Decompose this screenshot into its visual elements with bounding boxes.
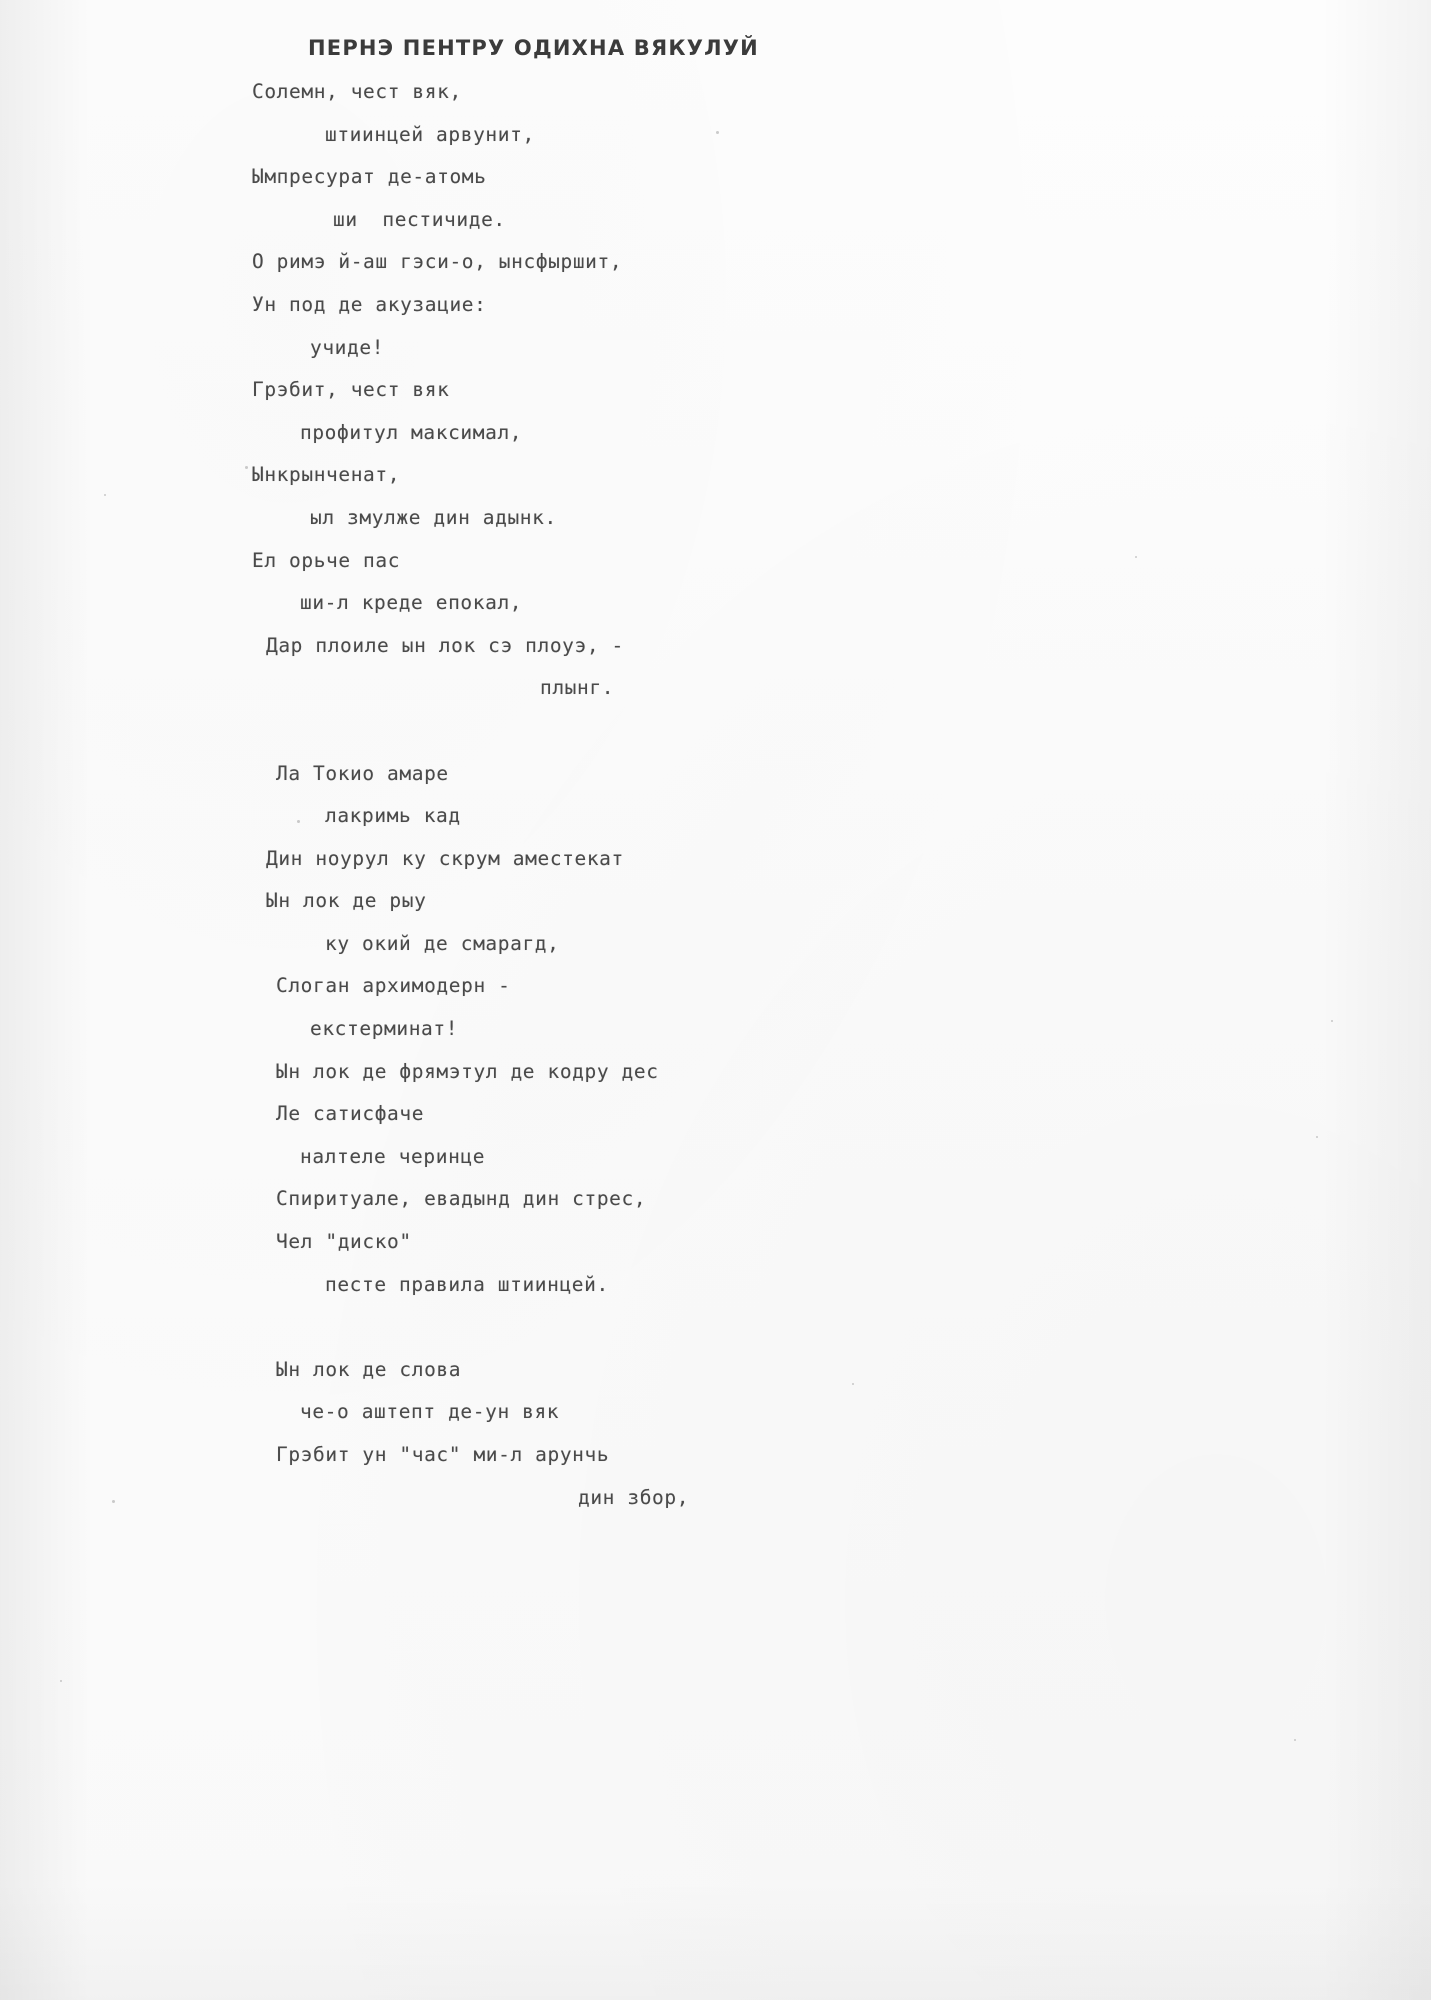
poem-line-text: Грэбит, чест вяк <box>252 378 450 402</box>
poem-line <box>0 1145 1431 1188</box>
poem-line-text: екстерминат! <box>310 1017 459 1041</box>
scan-speck <box>1294 1739 1296 1741</box>
poem-line <box>0 123 1431 166</box>
poem-line <box>0 1443 1431 1486</box>
poem-line <box>0 80 1431 123</box>
poem-line-text: учиде! <box>310 335 385 359</box>
poem-line-text: Чел "диско" <box>276 1230 412 1254</box>
poem-line-text: Ын лок де рыу <box>266 889 427 913</box>
poem-line-text: Ле сатисфаче <box>276 1102 425 1126</box>
page-edge-shadow-bottom <box>0 1880 1431 2000</box>
poem-line-text: лакримь кад <box>325 804 461 828</box>
poem-line <box>0 1102 1431 1145</box>
poem-line <box>0 932 1431 975</box>
poem-line-text: Ла Токио амаре <box>276 761 449 785</box>
poem-line <box>0 463 1431 506</box>
poem-line-text: че-о аштепт де-ун вяк <box>300 1400 560 1424</box>
poem-line <box>0 506 1431 549</box>
poem-line-text: ши-л креде епокал, <box>300 591 523 615</box>
poem-line <box>0 1486 1431 1529</box>
poem-line <box>0 1400 1431 1443</box>
poem-line-text: плынг. <box>540 676 615 700</box>
poem-line <box>0 1230 1431 1273</box>
poem-line <box>0 591 1431 634</box>
poem-line-text: Ел орьче пас <box>252 548 401 572</box>
poem-line <box>0 847 1431 890</box>
poem-line <box>0 719 1431 762</box>
poem-line <box>0 634 1431 677</box>
poem-line-text: Слоган архимодерн - <box>276 974 511 998</box>
poem-line-text: Дар плоиле ын лок сэ плоуэ, - <box>266 633 624 657</box>
poem-line-text: дин збор, <box>578 1485 690 1509</box>
poem-line-text: Ын лок де фрямэтул де кодру дес <box>276 1059 659 1083</box>
poem-line-text: Ынкрынченат, <box>252 463 401 487</box>
poem-line <box>0 378 1431 421</box>
poem-line-text: ши пестичиде. <box>333 207 506 231</box>
poem-line <box>0 804 1431 847</box>
poem-line-text: Ын лок де слова <box>276 1357 462 1381</box>
poem-line <box>0 1315 1431 1358</box>
poem-line-text: ыл змулже дин адынк. <box>310 505 557 529</box>
poem-line <box>0 293 1431 336</box>
poem-line-text: штиинцей арвунит, <box>325 122 535 146</box>
poem-line <box>0 1358 1431 1401</box>
poem-line <box>0 974 1431 1017</box>
poem-line <box>0 549 1431 592</box>
poem-line <box>0 336 1431 379</box>
poem-line <box>0 762 1431 805</box>
scan-speck <box>60 1680 62 1682</box>
poem-line <box>0 1273 1431 1316</box>
poem-line-text: Спиритуале, евадынд дин стрес, <box>276 1187 647 1211</box>
poem-line-text: песте правила штиинцей. <box>325 1272 609 1296</box>
poem-body <box>0 80 1431 1528</box>
poem-line-text: Дин ноурул ку скрум аместекат <box>266 846 624 870</box>
poem-line-text: ку окий де смарагд, <box>325 931 560 955</box>
poem-line <box>0 165 1431 208</box>
poem-line-text: Грэбит ун "час" ми-л арунчь <box>276 1443 610 1466</box>
poem-line-text: Ымпресурат де-атомь <box>252 165 487 189</box>
poem-line <box>0 208 1431 251</box>
poem-line-text: Солемн, чест вяк, <box>252 80 462 103</box>
poem-line <box>0 676 1431 719</box>
poem-line <box>0 250 1431 293</box>
poem-line <box>0 1060 1431 1103</box>
document-title: ПЕРНЭ ПЕНТРУ ОДИХНА ВЯКУЛУЙ <box>308 36 759 60</box>
poem-line <box>0 1017 1431 1060</box>
poem-line-text: профитул максимал, <box>300 420 523 444</box>
poem-line <box>0 889 1431 932</box>
poem-line-text: налтеле черинце <box>300 1144 486 1168</box>
poem-line-text: О римэ й-аш гэси-о, ынсфыршит, <box>252 250 623 274</box>
poem-line <box>0 421 1431 464</box>
poem-line-text: Ун под де акузацие: <box>252 292 487 316</box>
poem-line <box>0 1187 1431 1230</box>
